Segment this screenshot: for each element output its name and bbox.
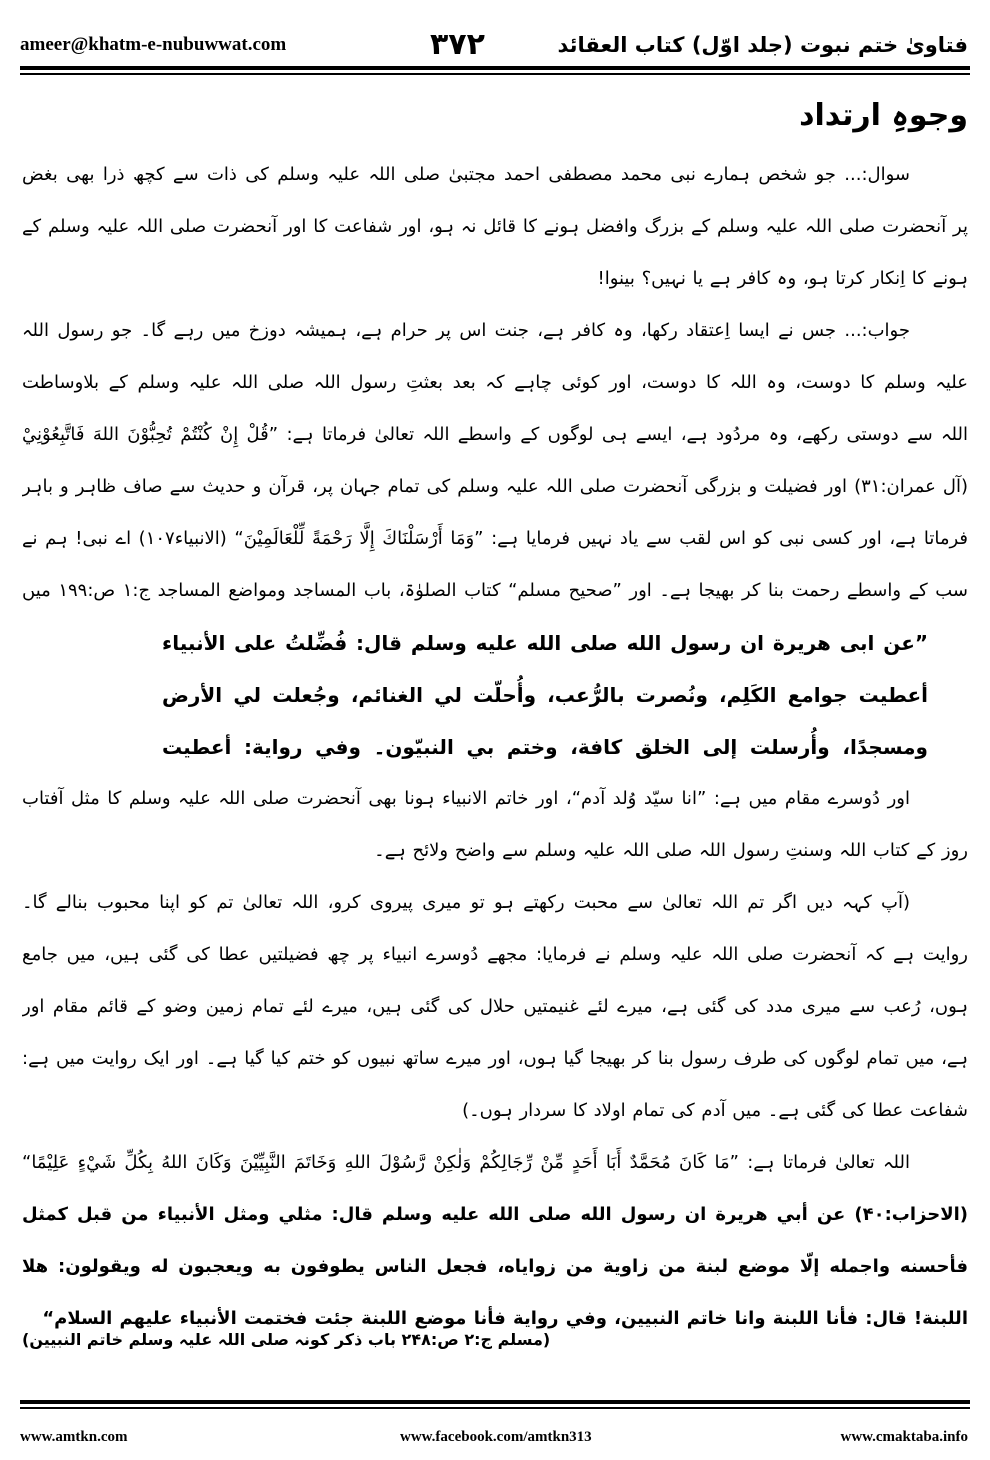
text-line: روایت ہے کہ آنحضرت صلی اللہ علیہ وسلم نے فرمایا: مجھے دُوسرے انبیاء پر چھ فضیلتیں عطا کی گئی ہیں، میں جامع bbox=[22, 944, 968, 965]
text-line: ہونے کا اِنکار کرتا ہو، وہ کافر ہے یا نہیں؟ بینوا! bbox=[597, 268, 968, 289]
header-email: ameer@khatm-e-nubuwwat.com bbox=[20, 34, 287, 55]
header-divider-thin bbox=[20, 73, 970, 75]
arabic-hadith-line: فأحسنه واجمله إلّا موضع لبنة من زاوية من زواياه، فجعل الناس يطوفون به ويعجبون له ويقولون: هلا bbox=[22, 1256, 968, 1277]
text-line: (آل عمران:۳۱) اور فضیلت و بزرگی آنحضرت صلی اللہ علیہ وسلم کی تمام جہان پر، قرآن و حدیث سے صاف ظاہر و باہر bbox=[22, 476, 968, 497]
question-line: سوال:... جو شخص ہمارے نبی محمد مصطفی احمد مجتبیٰ صلی اللہ علیہ وسلم کی ذات سے کچھ ذرا بھی بغض bbox=[22, 164, 910, 185]
footer-divider bbox=[20, 1400, 970, 1404]
text-line: ہوں، رُعب سے میری مدد کی گئی ہے، میرے لئے غنیمتیں حلال کی گئی ہیں، میرے لئے تمام زمین وضو کے قائم مقام اور bbox=[22, 996, 968, 1017]
section-heading: وجوہِ ارتداد bbox=[799, 98, 968, 133]
arabic-hadith-line: اللبنة! قال: فأنا اللبنة وانا خاتم النبيين، وفي رواية فأنا موضع اللبنة جئت فختمت الأنبياء عليهم السلام“ bbox=[42, 1308, 968, 1329]
footer-link-facebook[interactable]: www.facebook.com/amtkn313 bbox=[400, 1429, 592, 1445]
arabic-hadith-line: ومسجدًا، وأُرسلت إلى الخلق كافة، وختم بي النبيّون۔ وفي رواية: أعطيت bbox=[162, 735, 928, 759]
text-line: اللہ سے دوستی رکھے، وہ مردُود ہے، ایسے ہی لوگوں کے واسطے اللہ تعالیٰ فرماتا ہے: ”قُلْ إِنْ كُنْتُمْ تُحِبُّوْنَ اللهَ فَاتَّبِعُوْنِيْ bbox=[22, 424, 968, 445]
text-line: علیہ وسلم کا دوست، وہ اللہ کا دوست، اور کوئی چاہے کہ بعد بعثتِ رسول اللہ صلی اللہ علیہ وسلم کے بلاوساطت bbox=[22, 372, 968, 393]
text-line: ہے، میں تمام لوگوں کی طرف رسول بنا کر بھیجا گیا ہوں، اور میرے ساتھ نبیوں کو ختم کیا گیا ہے۔ اور ایک روایت میں ہے: bbox=[22, 1048, 968, 1069]
text-line: پر آنحضرت صلی اللہ علیہ وسلم کے بزرگ وافضل ہونے کا قائل نہ ہو، اور شفاعت کا اور آنحضرت صلی اللہ علیہ وسلم کے bbox=[22, 216, 968, 237]
arabic-hadith-line: ”عن ابی هريرة ان رسول الله صلى الله عليه وسلم قال: فُضِّلتُ على الأنبياء bbox=[162, 631, 928, 655]
footer-link-cmaktaba[interactable]: www.cmaktaba.info bbox=[840, 1429, 968, 1445]
text-line: فرماتا ہے، اور کسی نبی کو اس لقب سے یاد نہیں فرمایا ہے: ”وَمَا أَرْسَلْنَاكَ إِلَّا رَحْمَةً لِّلْعَالَمِيْنَ“ (الانبیاء۱۰۷) اے نبی! ہم نے bbox=[22, 528, 968, 549]
header-divider bbox=[20, 66, 970, 70]
quran-verse-line: اللہ تعالیٰ فرماتا ہے: ”مَا كَانَ مُحَمَّدٌ أَبَا أَحَدٍ مِّنْ رِّجَالِكُمْ وَلٰكِنْ رَّسُوْلَ اللهِ وَخَاتَمَ النَّبِيِّيْنَ وَكَانَ اللهُ بِكُلِّ شَيْءٍ عَلِيْمًا“ bbox=[22, 1152, 910, 1173]
text-line: اور دُوسرے مقام میں ہے: ”انا سیّد وُلد آدم“، اور خاتم الانبیاء ہونا بھی آنحضرت صلی اللہ علیہ وسلم کا مثل آفتاب bbox=[22, 788, 910, 809]
answer-line: جواب:... جس نے ایسا اِعتقاد رکھا، وہ کافر ہے، جنت اس پر حرام ہے، ہمیشہ دوزخ میں رہے گا۔ جو رسول اللہ bbox=[22, 320, 910, 341]
citation: (مسلم ج:۲ ص:۲۴۸ باب ذکر کونہ صلی اللہ علیہ وسلم خاتم النبیین) bbox=[22, 1330, 551, 1349]
translation-line: (آپ کہہ دیں اگر تم اللہ تعالیٰ سے محبت رکھتے ہو تو میری پیروی کرو، اللہ تعالیٰ تم کو اپنا محبوب بنالے گا۔ bbox=[22, 892, 910, 913]
arabic-hadith-line: (الاحزاب:۴۰) عن أبي هريرة ان رسول الله صلى الله عليه وسلم قال: مثلي ومثل الأنبياء من قبل كمثل bbox=[22, 1204, 968, 1225]
book-title: فتاویٰ ختم نبوت (جلد اوّل) کتاب العقائد bbox=[557, 33, 968, 57]
text-line: شفاعت عطا کی گئی ہے۔ میں آدم کی تمام اولاد کا سردار ہوں۔) bbox=[462, 1100, 968, 1121]
text-line: سب کے واسطے رحمت بنا کر بھیجا ہے۔ اور ”صحیح مسلم“ کتاب الصلوٰۃ، باب المساجد ومواضع المساجد ج:۱ ص:۱۹۹ میں bbox=[22, 580, 968, 601]
text-line: روز کے کتاب اللہ وسنتِ رسول اللہ صلی اللہ علیہ وسلم سے واضح ولائح ہے۔ bbox=[374, 840, 968, 861]
arabic-hadith-line: أعطيت جوامع الكَلِم، ونُصرت بالرُّعب، وأُحلّت لي الغنائم، وجُعلت لي الأرض bbox=[162, 683, 928, 707]
page-number: ۳۷۲ bbox=[430, 27, 485, 62]
footer-divider-thin bbox=[20, 1407, 970, 1409]
footer-link-amtkn[interactable]: www.amtkn.com bbox=[20, 1429, 128, 1445]
body-text bbox=[22, 149, 968, 1345]
